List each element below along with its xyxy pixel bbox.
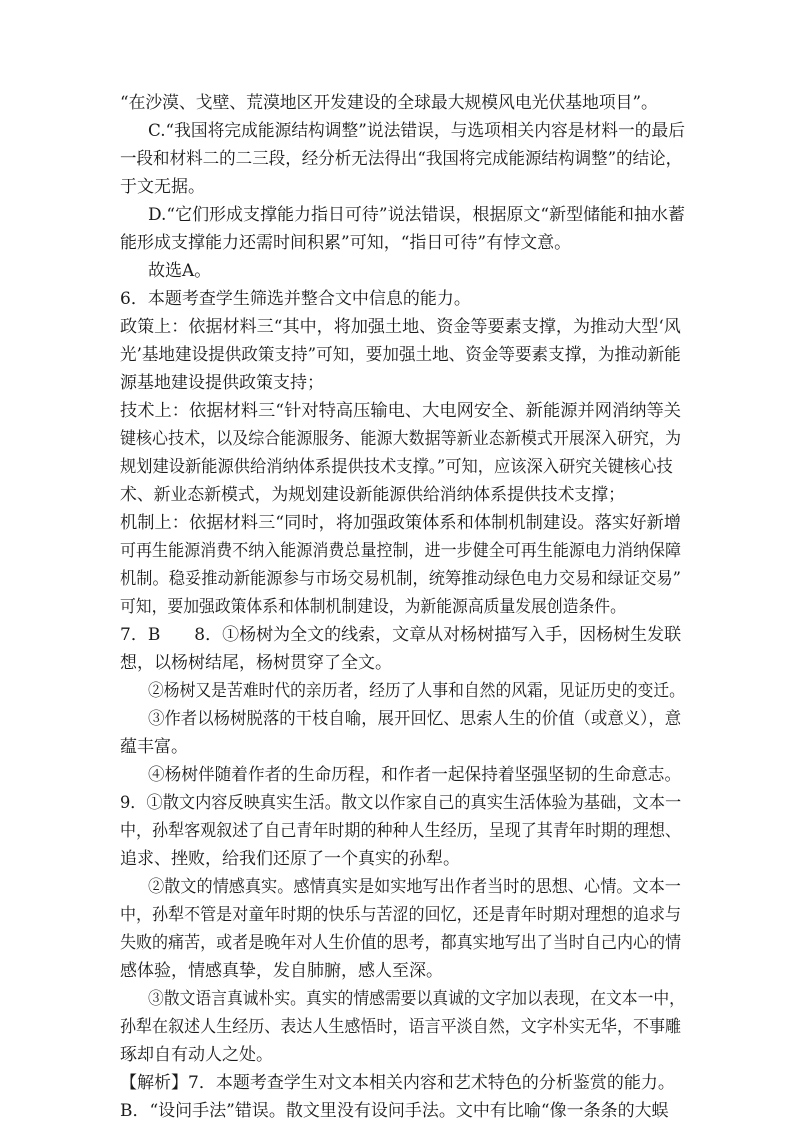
text-line xyxy=(0,984,800,1014)
text-line xyxy=(0,1068,800,1098)
text-line xyxy=(0,844,800,874)
text-line xyxy=(0,704,800,734)
text-line xyxy=(0,116,800,146)
paragraph-text: 机制上：依据材料三“同时，将加强政策体系和体制机制建设。落实好新增 xyxy=(120,513,681,533)
text-line xyxy=(0,564,800,594)
text-line xyxy=(0,872,800,902)
paragraph-text: 琢却自有动人之处。 xyxy=(120,1045,273,1065)
paragraph-text: 可再生能源消费不纳入能源消费总量控制，进一步健全可再生能源电力消纳保障 xyxy=(120,541,682,561)
paragraph-text: 一段和材料二的二三段，经分析无法得出“我国将完成能源结构调整”的结论， xyxy=(120,149,683,169)
text-line xyxy=(0,536,800,566)
paragraph-text: “在沙漠、戈壁、荒漠地区开发建设的全球最大规模风电光伏基地项目”。 xyxy=(120,93,658,113)
text-line xyxy=(0,228,800,258)
paragraph-text: ②杨树又是苦难时代的亲历者，经历了人事和自然的风霜，见证历史的变迁。 xyxy=(148,681,685,701)
paragraph-text: 7．B 8．①杨树为全文的线索，文章从对杨树描写入手，因杨树生发联 xyxy=(120,625,682,645)
paragraph-text: 政策上：依据材料三“其中，将加强土地、资金等要素支撑，为推动大型‘风 xyxy=(120,317,681,337)
paragraph-text: 想，以杨树结尾，杨树贯穿了全文。 xyxy=(120,653,392,673)
paragraph-text: 能形成支撑能力还需时间积累”可知，“指日可待”有悖文意。 xyxy=(120,233,572,253)
text-line xyxy=(0,620,800,650)
text-line xyxy=(0,396,800,426)
text-line xyxy=(0,256,800,286)
paragraph-text: 孙犁在叙述人生经历、表达人生感悟时，语言平淡自然，文字朴实无华，不事雕 xyxy=(120,1017,682,1037)
paragraph-text: ③作者以杨树脱落的干枝自喻，展开回忆、思索人生的价值（或意义），意 xyxy=(148,709,682,729)
paragraph-text: 于文无据。 xyxy=(120,177,205,197)
text-line xyxy=(0,88,800,118)
text-line xyxy=(0,676,800,706)
paragraph-text: 规划建设新能源供给消纳体系提供技术支撑。”可知，应该深入研究关键核心技 xyxy=(120,457,673,477)
paragraph-text: 感体验，情感真挚，发自肺腑，感人至深。 xyxy=(120,961,443,981)
paragraph-text: ③散文语言真诚朴实。真实的情感需要以真诚的文字加以表现，在文本一中， xyxy=(148,989,685,1009)
text-line xyxy=(0,592,800,622)
text-line xyxy=(0,340,800,370)
paragraph-text: B．“设问手法”错误。散文里没有设问手法。文中有比喻“像一条条的大蜈 xyxy=(120,1101,669,1121)
text-line xyxy=(0,172,800,202)
paragraph-text: 6．本题考查学生筛选并整合文中信息的能力。 xyxy=(120,289,471,309)
paragraph-text: ②散文的情感真实。感情真实是如实地写出作者当时的思想、心情。文本一 xyxy=(148,877,681,897)
paragraph-text: 源基地建设提供政策支持； xyxy=(120,373,324,393)
text-line xyxy=(0,1040,800,1070)
text-line xyxy=(0,200,800,230)
paragraph-text: ④杨树伴随着作者的生命历程，和作者一起保持着坚强坚韧的生命意志。 xyxy=(148,765,682,785)
paragraph-text: 失败的痛苦，或者是晚年对人生价值的思考，都真实地写出了当时自己内心的情 xyxy=(120,933,682,953)
paragraph-text: 键核心技术，以及综合能源服务、能源大数据等新业态新模式开展深入研究，为 xyxy=(120,429,682,449)
text-line xyxy=(0,508,800,538)
paragraph-text: 中，孙犁客观叙述了自己青年时期的种种人生经历，呈现了其青年时期的理想、 xyxy=(120,821,682,841)
text-line xyxy=(0,452,800,482)
paragraph-text: 光’基地建设提供政策支持”可知，要加强土地、资金等要素支撑，为推动新能 xyxy=(120,345,681,365)
text-line xyxy=(0,956,800,986)
paragraph-text: 蕴丰富。 xyxy=(120,737,188,757)
text-line xyxy=(0,928,800,958)
text-line xyxy=(0,816,800,846)
text-line xyxy=(0,480,800,510)
text-line xyxy=(0,1012,800,1042)
text-line xyxy=(0,424,800,454)
text-line xyxy=(0,312,800,342)
text-line xyxy=(0,788,800,818)
paragraph-text: 术、新业态新模式，为规划建设新能源供给消纳体系提供技术支撑； xyxy=(120,485,625,505)
text-line xyxy=(0,1096,800,1126)
text-line xyxy=(0,648,800,678)
text-line xyxy=(0,368,800,398)
text-line xyxy=(0,284,800,314)
paragraph-text: 中，孙犁不管是对童年时期的快乐与苦涩的回忆，还是青年时期对理想的追求与 xyxy=(120,905,682,925)
paragraph-text: 机制。稳妥推动新能源参与市场交易机制，统筹推动绿色电力交易和绿证交易” xyxy=(120,569,681,589)
paragraph-text: 可知，要加强政策体系和体制机制建设，为新能源高质量发展创造条件。 xyxy=(120,597,626,617)
text-line xyxy=(0,732,800,762)
paragraph-text: D.“它们形成支撑能力指日可待”说法错误，根据原文“新型储能和抽水蓄 xyxy=(148,205,685,225)
paragraph-text: 追求、挫败，给我们还原了一个真实的孙犁。 xyxy=(120,849,460,869)
text-line xyxy=(0,144,800,174)
paragraph-text: 故选A。 xyxy=(148,261,212,281)
paragraph-text: 【解析】7．本题考查学生对文本相关内容和艺术特色的分析鉴赏的能力。 xyxy=(120,1073,675,1093)
paragraph-text: C.“我国将完成能源结构调整”说法错误，与选项相关内容是材料一的最后 xyxy=(148,121,686,141)
paragraph-text: 9．①散文内容反映真实生活。散文以作家自己的真实生活体验为基础，文本一 xyxy=(120,793,682,813)
text-line xyxy=(0,900,800,930)
text-line xyxy=(0,760,800,790)
paragraph-text: 技术上：依据材料三“针对特高压输电、大电网安全、新能源并网消纳等关 xyxy=(120,401,681,421)
